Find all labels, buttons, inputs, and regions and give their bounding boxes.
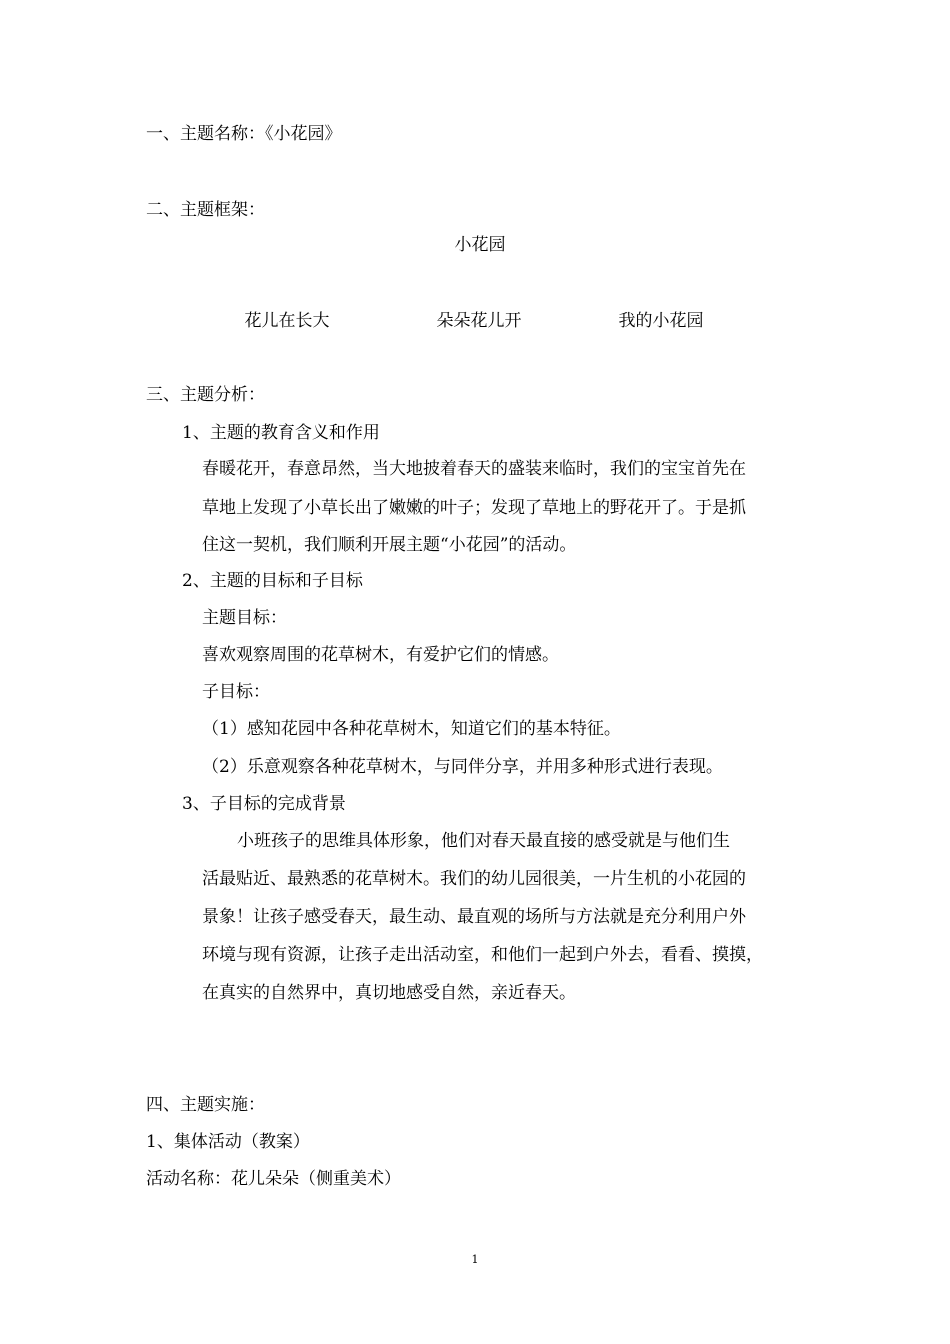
sub1-line-1: 春暖花开，春意昂然，当大地披着春天的盛装来临时，我们的宝宝首先在 — [202, 459, 746, 479]
framework-branch-2: 朵朵花儿开 — [436, 311, 522, 331]
framework-branch-1: 花儿在长大 — [244, 311, 330, 331]
sub1-title: 1、主题的教育含义和作用 — [182, 423, 380, 443]
sub3-line-2: 活最贴近、最熟悉的花草树木。我们的幼儿园很美，一片生机的小花园的 — [202, 869, 746, 889]
section3-heading: 三、主题分析： — [146, 385, 265, 405]
subgoal-1: （1）感知花园中各种花草树木，知道它们的基本特征。 — [202, 719, 621, 739]
framework-branch-3: 我的小花园 — [618, 311, 704, 331]
activity-name: 活动名称：花儿朵朵（侧重美术） — [146, 1169, 401, 1189]
subgoal-label: 子目标： — [202, 682, 270, 702]
sub1-line-3: 住这一契机，我们顺利开展主题“小花园”的活动。 — [202, 535, 577, 555]
sub3-line-5: 在真实的自然界中，真切地感受自然，亲近春天。 — [202, 983, 576, 1003]
section2-heading: 二、主题框架： — [146, 200, 265, 220]
sub3-line-1: 小班孩子的思维具体形象，他们对春天最直接的感受就是与他们生 — [237, 831, 730, 851]
section4-heading: 四、主题实施： — [146, 1095, 265, 1115]
section1-heading: 一、主题名称：《小花园》 — [146, 124, 342, 144]
section4-item-1: 1、集体活动（教案） — [146, 1132, 310, 1152]
sub2-title: 2、主题的目标和子目标 — [182, 571, 363, 591]
goal-text: 喜欢观察周围的花草树木，有爱护它们的情感。 — [202, 645, 559, 665]
framework-root: 小花园 — [454, 235, 506, 255]
subgoal-2: （2）乐意观察各种花草树木，与同伴分享，并用多种形式进行表现。 — [202, 757, 723, 777]
goal-label: 主题目标： — [202, 608, 287, 628]
sub3-title: 3、子目标的完成背景 — [182, 794, 346, 814]
sub1-line-2: 草地上发现了小草长出了嫩嫩的叶子；发现了草地上的野花开了。于是抓 — [202, 498, 746, 518]
sub3-line-4: 环境与现有资源，让孩子走出活动室，和他们一起到户外去，看看、摸摸， — [202, 945, 763, 965]
page-number: 1 — [471, 1253, 479, 1266]
sub3-line-3: 景象！让孩子感受春天，最生动、最直观的场所与方法就是充分利用户外 — [202, 907, 746, 927]
